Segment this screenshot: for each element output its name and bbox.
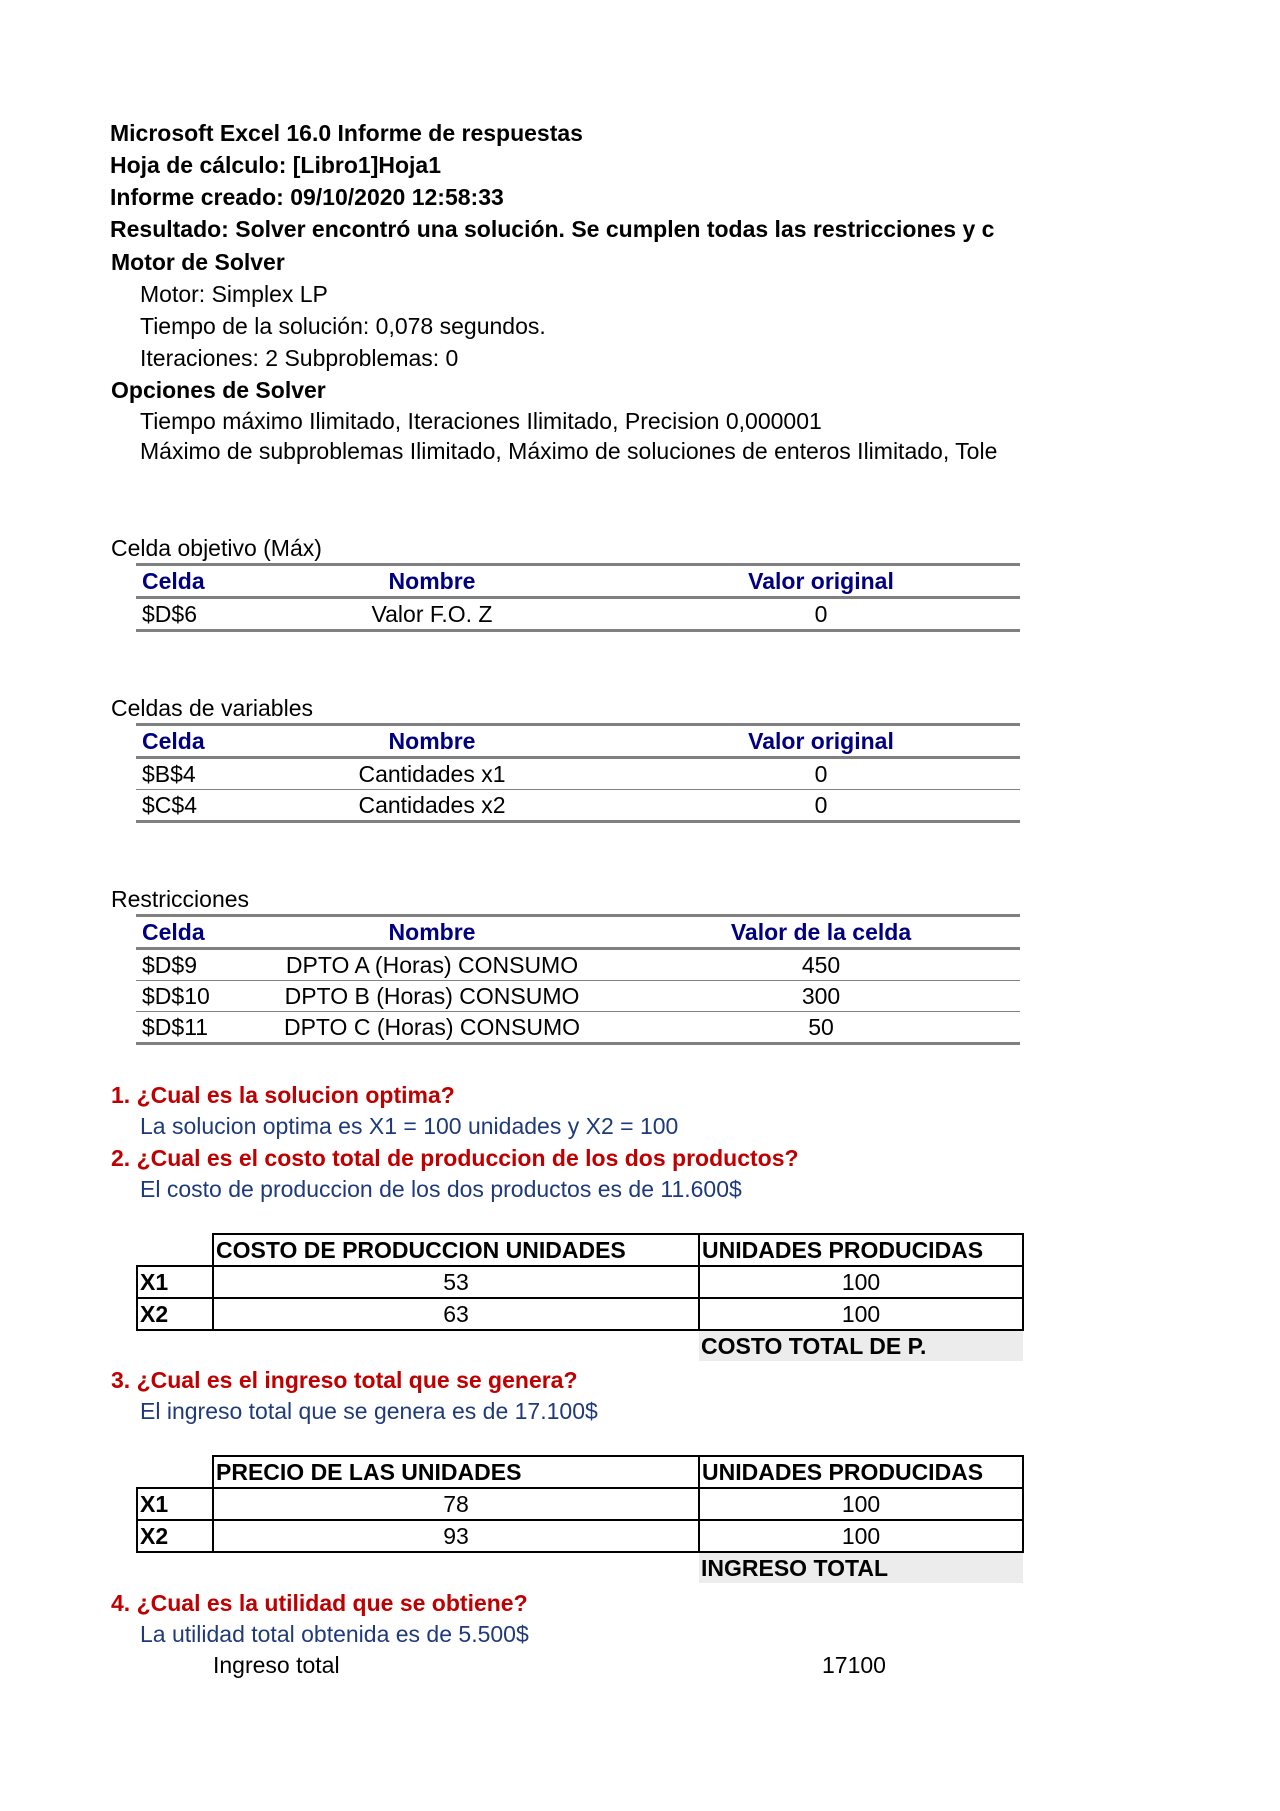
cell-value: 0	[622, 790, 1020, 822]
table-row	[136, 790, 1020, 822]
variables-table	[136, 723, 1020, 823]
cell-ref: $D$11	[136, 1012, 242, 1044]
question-1: 1. ¿Cual es la solucion optima?	[111, 1082, 455, 1108]
row-label: X2	[137, 1520, 213, 1552]
row-label: X2	[137, 1298, 213, 1330]
report-title: Microsoft Excel 16.0 Informe de respuestas	[110, 120, 583, 146]
options-line-2: Máximo de subproblemas Ilimitado, Máximo de soluciones de enteros Ilimitado, Tole	[140, 438, 998, 464]
col-nombre: Nombre	[242, 916, 622, 949]
answer-1: La solucion optima es X1 = 100 unidades y X2 = 100	[140, 1113, 679, 1139]
question-4: 4. ¿Cual es la utilidad que se obtiene?	[111, 1590, 528, 1616]
units-value: 100	[699, 1266, 1023, 1298]
cell-value: 450	[622, 949, 1020, 981]
sheet-name: Hoja de cálculo: [Libro1]Hoja1	[110, 152, 441, 178]
cell-name: DPTO B (Horas) CONSUMO	[242, 981, 622, 1012]
table-row	[137, 1488, 1023, 1520]
col-nombre: Nombre	[242, 565, 622, 598]
options-heading: Opciones de Solver	[111, 377, 326, 403]
table-row	[136, 981, 1020, 1012]
table-row	[136, 758, 1020, 790]
cell-name: Cantidades x2	[242, 790, 622, 822]
constraints-heading: Restricciones	[111, 886, 250, 912]
table-row	[137, 1520, 1023, 1552]
cell-value: 300	[622, 981, 1020, 1012]
engine-motor: Motor: Simplex LP	[140, 281, 328, 307]
engine-iterations: Iteraciones: 2 Subproblemas: 0	[140, 345, 459, 371]
cell-value: 0	[622, 758, 1020, 790]
cost-value: 63	[213, 1298, 699, 1330]
engine-time: Tiempo de la solución: 0,078 segundos.	[140, 313, 546, 339]
income-value: 17100	[822, 1652, 886, 1678]
row-label: X1	[137, 1266, 213, 1298]
answer-4: La utilidad total obtenida es de 5.500$	[140, 1621, 529, 1647]
col-celda: Celda	[136, 565, 242, 598]
price-value: 93	[213, 1520, 699, 1552]
cell-value: 50	[622, 1012, 1020, 1044]
variables-heading: Celdas de variables	[111, 695, 314, 721]
cell-ref: $D$6	[136, 598, 242, 631]
cost-total-label: COSTO TOTAL DE P.	[699, 1330, 1023, 1361]
col-valor-original: Valor original	[622, 725, 1020, 758]
report-result: Resultado: Solver encontró una solución. Se cumplen todas las restricciones y c	[110, 216, 995, 242]
cell-ref: $B$4	[136, 758, 242, 790]
income-label: Ingreso total	[213, 1652, 340, 1678]
col-celda: Celda	[136, 725, 242, 758]
constraints-table	[136, 914, 1020, 1045]
cost-col-header: COSTO DE PRODUCCION UNIDADES	[213, 1234, 699, 1266]
units-value: 100	[699, 1298, 1023, 1330]
cell-ref: $D$9	[136, 949, 242, 981]
cell-name: Valor F.O. Z	[242, 598, 622, 631]
engine-heading: Motor de Solver	[111, 249, 285, 275]
cost-table	[136, 1233, 1024, 1361]
objective-heading: Celda objetivo (Máx)	[111, 535, 322, 561]
units-value: 100	[699, 1520, 1023, 1552]
table-row	[137, 1298, 1023, 1330]
cell-name: Cantidades x1	[242, 758, 622, 790]
question-3: 3. ¿Cual es el ingreso total que se genera?	[111, 1367, 578, 1393]
col-valor-original: Valor original	[622, 565, 1020, 598]
cell-ref: $D$10	[136, 981, 242, 1012]
col-celda: Celda	[136, 916, 242, 949]
objective-table	[136, 563, 1020, 632]
table-row	[136, 1012, 1020, 1044]
row-label: X1	[137, 1488, 213, 1520]
units-col-header: UNIDADES PRODUCIDAS	[699, 1456, 1023, 1488]
price-value: 78	[213, 1488, 699, 1520]
cell-ref: $C$4	[136, 790, 242, 822]
cell-value: 0	[622, 598, 1020, 631]
cost-value: 53	[213, 1266, 699, 1298]
cell-name: DPTO A (Horas) CONSUMO	[242, 949, 622, 981]
col-valor-celda: Valor de la celda	[622, 916, 1020, 949]
units-value: 100	[699, 1488, 1023, 1520]
report-created: Informe creado: 09/10/2020 12:58:33	[110, 184, 504, 210]
income-total-label: INGRESO TOTAL	[699, 1552, 1023, 1583]
answer-2: El costo de produccion de los dos productos es de 11.600$	[140, 1176, 742, 1202]
price-col-header: PRECIO DE LAS UNIDADES	[213, 1456, 699, 1488]
table-row	[136, 949, 1020, 981]
price-table	[136, 1455, 1024, 1583]
question-2: 2. ¿Cual es el costo total de produccion de los dos productos?	[111, 1145, 799, 1171]
units-col-header: UNIDADES PRODUCIDAS	[699, 1234, 1023, 1266]
table-row	[136, 598, 1020, 631]
table-row	[137, 1266, 1023, 1298]
col-nombre: Nombre	[242, 725, 622, 758]
options-line-1: Tiempo máximo Ilimitado, Iteraciones Ilimitado, Precision 0,000001	[140, 408, 822, 434]
cell-name: DPTO C (Horas) CONSUMO	[242, 1012, 622, 1044]
answer-3: El ingreso total que se genera es de 17.100$	[140, 1398, 598, 1424]
report-header	[110, 119, 1020, 243]
